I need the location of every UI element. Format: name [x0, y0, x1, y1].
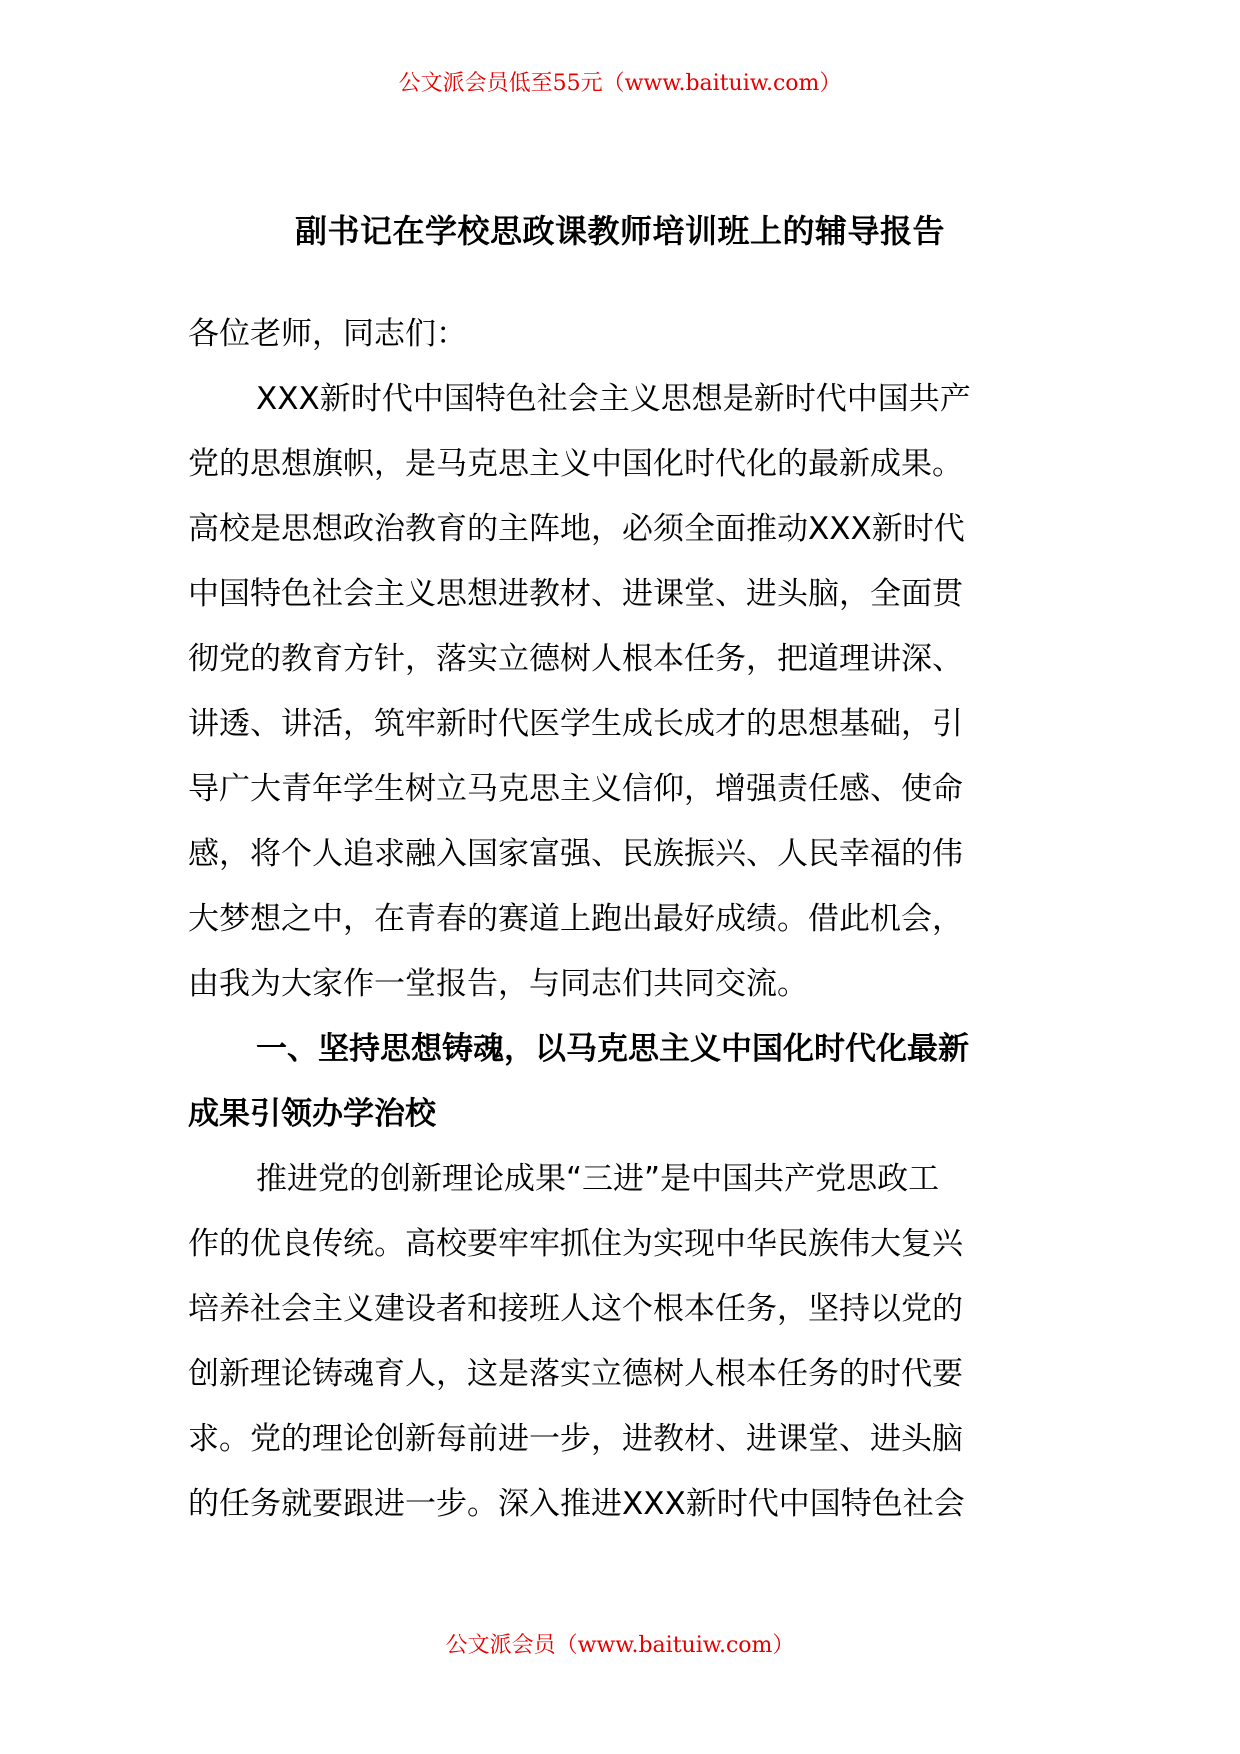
- paragraph-line: XXX新时代中国特色社会主义思想是新时代中国共产: [256, 381, 971, 417]
- document-title: 副书记在学校思政课教师培训班上的辅导报告: [294, 212, 945, 250]
- paragraph-line: 感，将个人追求融入国家富强、民族振兴、人民幸福的伟: [188, 836, 963, 872]
- footer-banner: 公文派会员（www.baituiw.com）: [445, 1633, 795, 1658]
- paragraph-line: 的任务就要跟进一步。深入推进XXX新时代中国特色社会: [188, 1486, 965, 1522]
- paragraph-line: 高校是思想政治教育的主阵地，必须全面推动XXX新时代: [188, 511, 965, 547]
- paragraph-line: 创新理论铸魂育人，这是落实立德树人根本任务的时代要: [188, 1356, 963, 1392]
- section-heading: 成果引领办学治校: [188, 1096, 436, 1132]
- document-body: [188, 302, 1050, 1537]
- paragraph-line: 讲透、讲活，筑牢新时代医学生成长成才的思想基础，引: [188, 706, 963, 742]
- paragraph-line: 由我为大家作一堂报告，与同志们共同交流。: [188, 966, 808, 1002]
- paragraph-line: 求。党的理论创新每前进一步，进教材、进课堂、进头脑: [188, 1421, 963, 1457]
- paragraph-line: 彻党的教育方针，落实立德树人根本任务，把道理讲深、: [188, 641, 963, 677]
- paragraph-line: 推进党的创新理论成果“三进”是中国共产党思政工: [256, 1161, 940, 1197]
- section-heading: 一、坚持思想铸魂，以马克思主义中国化时代化最新: [256, 1031, 969, 1067]
- paragraph-line: 作的优良传统。高校要牢牢抓住为实现中华民族伟大复兴: [188, 1226, 963, 1262]
- paragraph-line: 大梦想之中，在青春的赛道上跑出最好成绩。借此机会，: [188, 901, 963, 937]
- paragraph-line: 导广大青年学生树立马克思主义信仰，增强责任感、使命: [188, 771, 963, 807]
- paragraph-line: 党的思想旗帜，是马克思主义中国化时代化的最新成果。: [188, 446, 963, 482]
- salutation: 各位老师，同志们：: [188, 316, 467, 352]
- paragraph-line: 培养社会主义建设者和接班人这个根本任务，坚持以党的: [188, 1291, 963, 1327]
- paragraph-line: 中国特色社会主义思想进教材、进课堂、进头脑，全面贯: [188, 576, 963, 612]
- header-banner: 公文派会员低至55元（www.baituiw.com）: [398, 71, 842, 96]
